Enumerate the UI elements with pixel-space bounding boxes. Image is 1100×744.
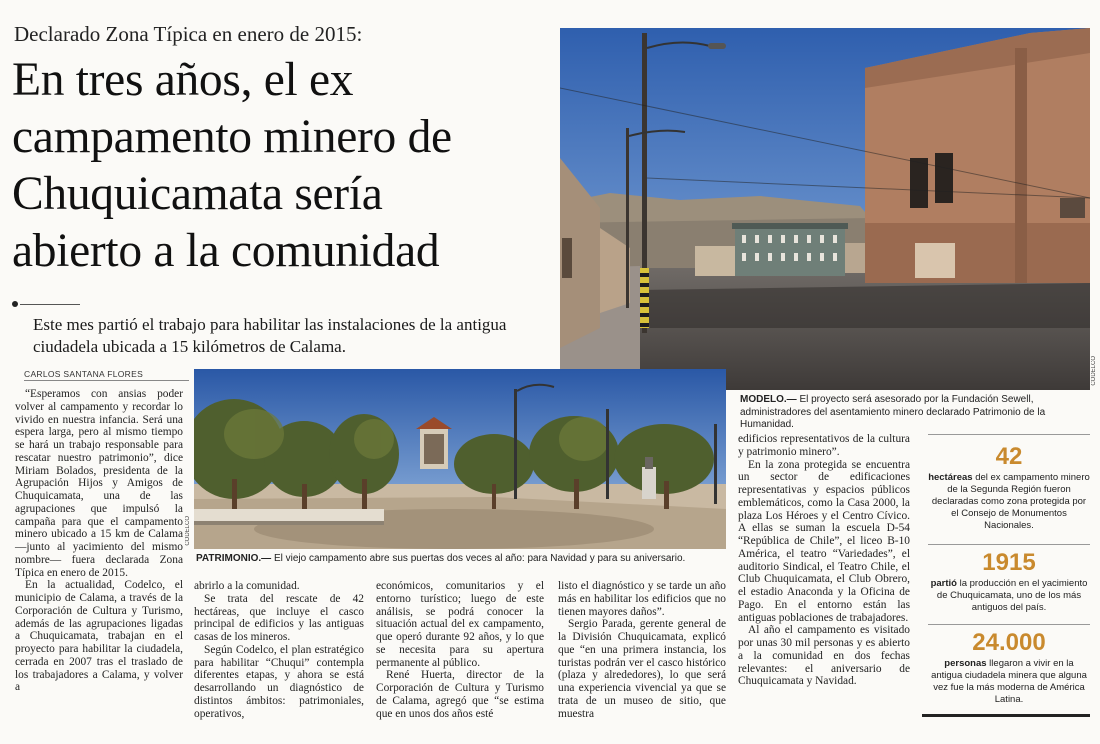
deck-bullet [12,301,18,307]
paragraph: abrirlo a la comunidad. [194,580,300,592]
kicker: Declarado Zona Típica en enero de 2015: [14,22,363,46]
caption-text: El viejo campamento abre sus puertas dos veces al año: para Navidad y para su aniversario. [271,553,686,564]
paragraph: económicos, comunitarios y el entorno turístico; luego de este análisis, se podrá conocer la situación actual del ex campamento, que operó durante 92 años, y lo que se necesita para su apertura permanente al público. [376,580,544,669]
body-column-4 [558,580,726,720]
headline [12,52,552,280]
stat-text [928,658,1090,706]
deck: Este mes partió el trabajo para habilitar las instalaciones de la antigua ciudadela ubicada a 15 kilómetros de Calama. [33,315,507,356]
main-photo [560,28,1090,390]
photo-credit: CODELCO [185,516,191,546]
sidebar-bottom-rule [922,714,1090,717]
sidebar-rule [928,624,1090,625]
photo-credit: CODELCO [1091,356,1097,386]
paragraph: “Esperamos con ansias poder volver al campamento y recordar lo vivido en nuestra infancia. Será una espera larga, pero al mismo tiempo se hará un trabajo responsable para rescatar nuestro patrimonio”, dice Miriam Bolados, presidenta de la Agrupación Hijos y Amigos de Chuquicamata, una de las agrupaciones que impulsó la campaña para que el campamento minero ubicado a 15 km de Calama —junto al yacimiento del mismo nombre— fuera declarada Zona Típica en enero de 2015. [15,388,183,579]
paragraph: Sergio Parada, gerente general de la División Chuquicamata, explicó que “en una primera instancia, los turistas podrán ver el casco histórico (plaza y alrededores), lo que será una experiencia vivencial ya que se trata de un museo de sitio, que muestra [558,618,726,720]
main-photo-caption [740,394,1090,432]
paragraph: edificios representativos de la cultura y patrimonio minero”. [738,433,910,458]
headline-line: En tres años, el ex [12,54,354,106]
paragraph: René Huerta, director de la Corporación de Cultura y Turismo de Calama, agregó que “se estima que en unos dos años esté [376,669,544,720]
body-column-3 [376,580,544,720]
sidebar-rule [928,434,1090,435]
stat-item [928,550,1090,614]
body-column-1 [15,388,183,694]
byline-rule [24,380,189,381]
paragraph: Se trata del rescate de 42 hectáreas, que incluye el casco principal de edificios y las antiguas casas de los mineros. [194,592,364,643]
stat-body: la producción en el yacimiento de Chuquicamata, uno de los más antiguos del país. [936,578,1088,613]
stat-number: 1915 [982,549,1036,576]
caption-label: PATRIMONIO.— [196,553,272,564]
caption-label: MODELO.— [740,394,797,405]
stat-item [928,630,1090,706]
paragraph: En la zona protegida se encuentra un sector de edificaciones representativas y espacios públicos emblemáticos, como la Casa 2000, la plaza Los Héroes y el Centro Cívico. A ellas se suman la escuela D-54 “República de Chile”, el liceo B-10 América, el teatro “Variedades”, el auditorio Sindical, el Teatro Chile, el Club Chuquicamata, el Club Obrero, el estadio Anaconda y la Oficina de Pago. En el entorno están las antiguas poblaciones de trabajadores. [738,458,910,624]
stat-text [928,578,1090,614]
byline: CARLOS SANTANA FLORES [24,369,144,379]
stat-body: del ex campamento minero de la Segunda Región fueron declaradas como zona protegida por el Consejo de Monumentos Nacionales. [931,472,1090,531]
stat-body: llegaron a vivir en la antigua ciudadela minera que alguna vez fue la más moderna de América Latina. [931,658,1087,705]
stat-number: 42 [995,443,1023,470]
stat-item [928,444,1090,532]
paragraph: Al año el campamento es visitado por unas 30 mil personas y es abierto a la comunidad en dos fechas relevantes: el aniversario de Chuquicamata y Navidad. [738,624,910,688]
headline-line: campamento minero de [12,111,452,163]
plaza-photo [194,369,726,549]
headline-line: abierto a la comunidad [12,225,440,277]
sidebar-rule [928,544,1090,545]
stat-bold: hectáreas [928,472,973,483]
plaza-photo-caption [196,553,726,566]
paragraph: En la actualidad, Codelco, el municipio de Calama, a través de la Corporación de Cultura y Turismo, además de las agrupaciones ligadas a Chuquicamata, trabajan en el proyecto para habilitar la ciudadela, cerrada en 2007 tras el traslado de los trabajadores a Calama, y volver a [15,579,183,694]
body-column-5 [738,433,910,688]
stat-number: 24.000 [972,629,1046,656]
stat-bold: partió [930,578,957,589]
deck-rule [20,304,80,305]
paragraph: Según Codelco, el plan estratégico para habilitar “Chuqui” contempla diferentes etapas, y ahora se está desarrollando un diagnóstico de distintos ámbitos: patrimoniales, operativos, [194,643,364,720]
caption-text: El proyecto será asesorado por la Fundación Sewell, administradores del asentamiento minero declarado Patrimonio de la Humanidad. [740,394,1046,430]
stat-bold: personas [944,658,987,669]
stat-text [928,472,1090,532]
body-column-2 [194,580,364,720]
paragraph: listo el diagnóstico y se tarde un año más en habilitar los edificios que no tienen mayores daños”. [558,580,726,618]
headline-line: Chuquicamata sería [12,168,383,220]
